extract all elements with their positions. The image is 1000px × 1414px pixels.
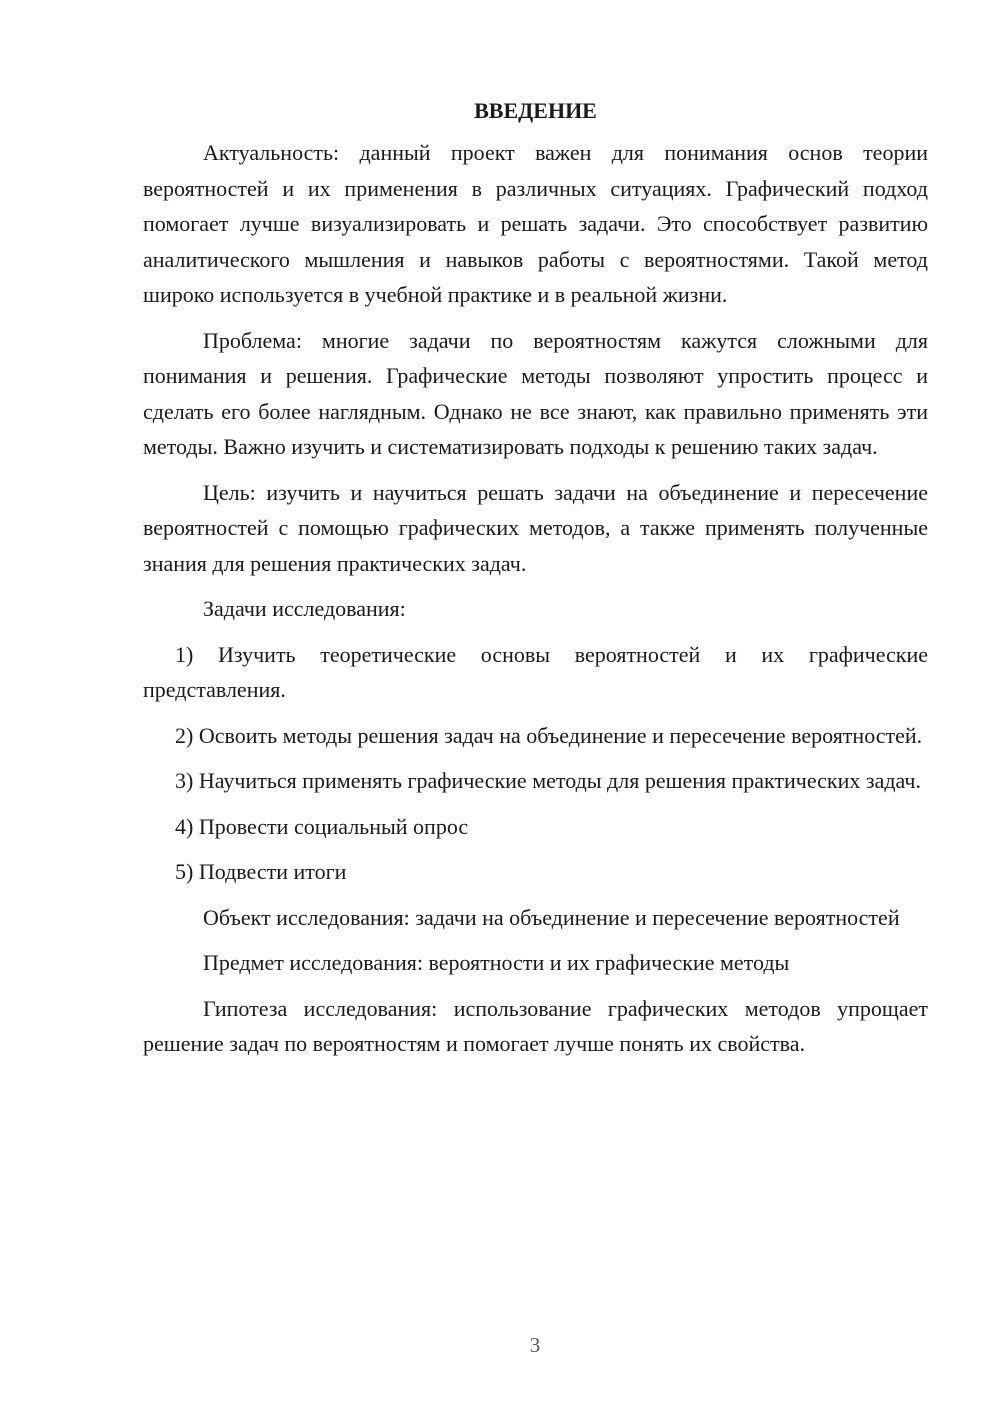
- task-item-2: 2) Освоить методы решения задач на объединение и пересечение вероятностей.: [175, 722, 923, 748]
- task-item-4: 4) Провести социальный опрос: [175, 813, 469, 839]
- task-item-1: 1) Изучить теоретические основы вероятностей и их графические представления.: [143, 641, 928, 702]
- tasks-heading: Задачи исследования:: [203, 596, 406, 621]
- paragraph-hypothesis: Гипотеза исследования: использование графических методов упрощает решение задач по вероятностям и помогает лучше понять их свойства.: [143, 995, 928, 1056]
- paragraph-object: Объект исследования: задачи на объединение и пересечение вероятностей: [203, 904, 900, 930]
- document-page: [143, 96, 928, 1072]
- page-number: 3: [529, 1333, 541, 1357]
- paragraph-subject: Предмет исследования: вероятности и их графические методы: [203, 950, 790, 975]
- paragraph-relevance: Актуальность: данный проект важен для понимания основ теории вероятностей и их применения в различных ситуациях. Графический подход помогает лучше визуализировать и решать задачи. Это способствует развитию аналитического мышления и навыков работы с вероятностями. Такой метод широко используется в учебной практике и в реальной жизни.: [143, 140, 928, 307]
- task-item-5: 5) Подвести итоги: [175, 859, 347, 884]
- paragraph-goal: Цель: изучить и научиться решать задачи на объединение и пересечение вероятностей с помощью графических методов, а также применять полученные знания для решения практических задач.: [143, 479, 928, 576]
- section-title: ВВЕДЕНИЕ: [474, 98, 597, 123]
- paragraph-problem: Проблема: многие задачи по вероятностям кажутся сложными для понимания и решения. Графические методы позволяют упростить процесс и сделать его более наглядным. Однако не все знают, как правильно применять эти методы. Важно изучить и систематизировать подходы к решению таких задач.: [143, 327, 928, 459]
- task-item-3: 3) Научиться применять графические методы для решения практических задач.: [175, 768, 921, 793]
